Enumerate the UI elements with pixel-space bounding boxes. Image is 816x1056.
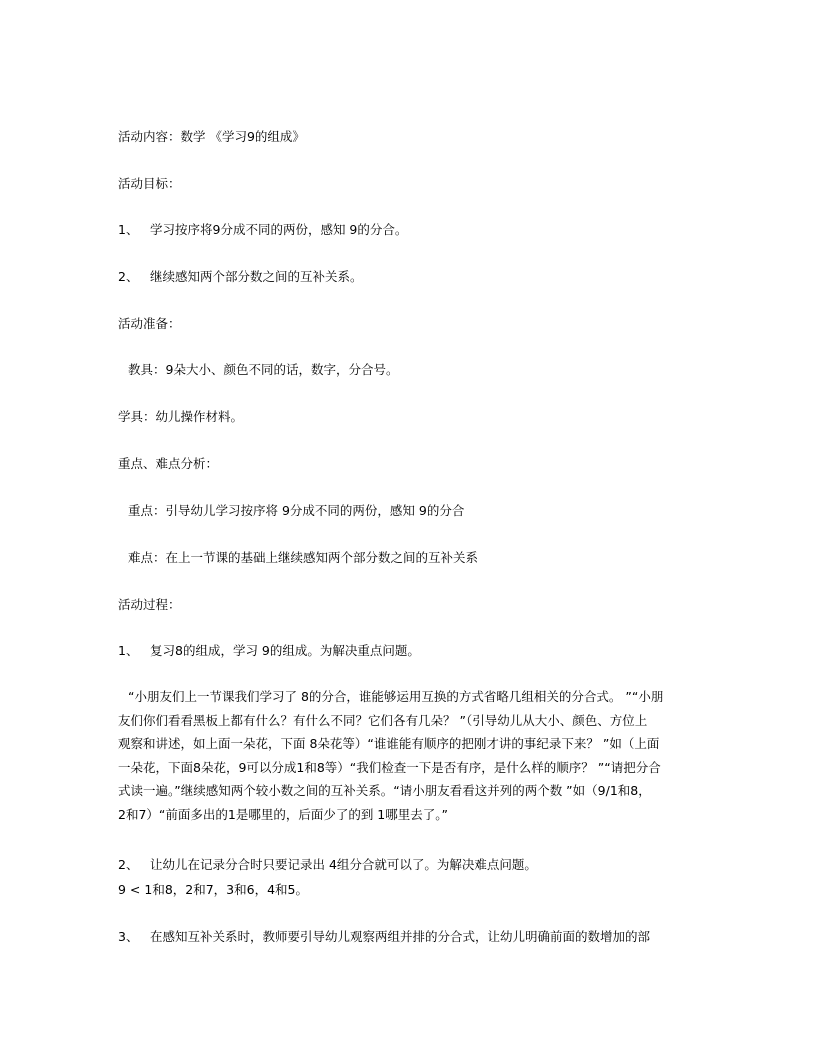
goals-heading: 活动目标： [118, 176, 181, 191]
difficult-point: 难点：在上一节课的基础上继续感知两个部分数之间的互补关系 [128, 550, 479, 565]
prep-heading: 活动准备： [118, 316, 181, 331]
paragraph-line: 一朵花，下面8朵花，9可以分成1和8等）“我们检查一下是否有序，是什么样的顺序？ ”“请把分合 [118, 759, 661, 775]
paragraph-line: 友们你们看看黑板上都有什么？有什么不同？它们各有几朵？ ”（引导幼儿从大小、颜色、方位上 [118, 712, 648, 728]
key-point: 重点：引导幼儿学习按序将 9分成不同的两份，感知 9的分合 [128, 503, 465, 518]
step-number: 3、 [118, 929, 139, 944]
goal-number: 2、 [118, 269, 139, 284]
paragraph-line: 式读一遍。”继续感知两个较小数之间的互补关系。“请小朋友看看这并列的两个数 ”如（9/1和8， [118, 783, 651, 798]
step-text: 让幼儿在记录分合时只要记录出 4组分合就可以了。为解决难点问题。 [150, 857, 537, 872]
process-step [118, 929, 650, 945]
step-text: 复习8的组成，学习 9的组成。为解决重点问题。 [150, 643, 420, 658]
goal-item [118, 269, 363, 285]
paragraph-line: “小朋友们上一节课我们学习了 8的分合，谁能够运用互换的方式省略几组相关的分合式。 ”“小朋 [128, 689, 664, 704]
goal-item [118, 222, 407, 238]
goal-text: 继续感知两个部分数之间的互补关系。 [150, 269, 363, 284]
process-step [118, 643, 420, 659]
step-number: 2、 [118, 857, 139, 872]
paragraph-line: 2和7）“前面多出的1是哪里的，后面少了的到 1哪里去了。” [118, 806, 448, 822]
step2-detail: 9 < 1和8，2和7，3和6，4和5。 [118, 882, 308, 897]
goal-number: 1、 [118, 222, 139, 237]
step-text: 在感知互补关系时，教师要引导幼儿观察两组并排的分合式，让幼儿明确前面的数增加的部 [150, 929, 651, 944]
step1-paragraph [118, 685, 703, 826]
goal-text: 学习按序将9分成不同的两份，感知 9的分合。 [150, 222, 408, 237]
key-difficult-heading: 重点、难点分析： [118, 456, 219, 471]
process-heading: 活动过程： [118, 597, 181, 612]
teaching-aids: 教具：9朵大小、颜色不同的话，数字，分合号。 [128, 362, 399, 377]
process-step [118, 857, 537, 873]
step-number: 1、 [118, 643, 139, 658]
learning-aids: 学具：幼儿操作材料。 [118, 409, 244, 424]
paragraph-line: 观察和讲述，如上面一朵花，下面 8朵花等）“谁谁能有顺序的把刚才讲的事纪录下来？ ”如（上面 [118, 736, 660, 751]
activity-title: 活动内容：数学 《学习9的组成》 [118, 129, 305, 144]
